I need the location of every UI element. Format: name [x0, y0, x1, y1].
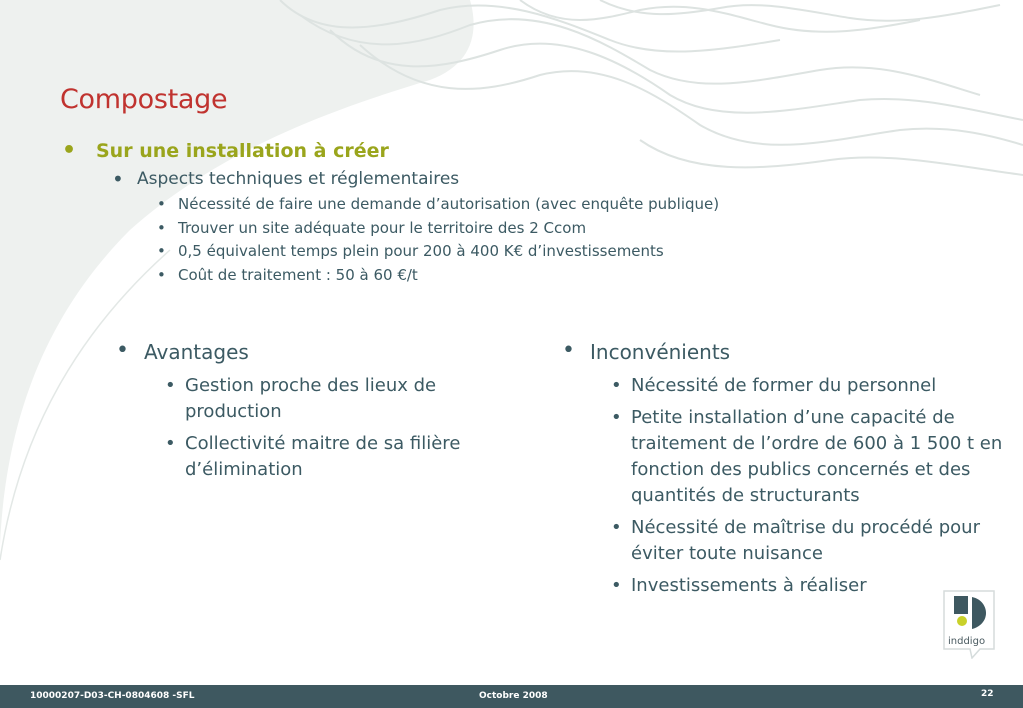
bullet-icon: •: [611, 575, 622, 596]
list-item: • Collectivité maitre de sa filière d’élimination: [165, 433, 461, 480]
bullet-icon: •: [611, 407, 622, 428]
logo-text: inddigo: [948, 636, 986, 647]
list-item: • Gestion proche des lieux de production: [165, 375, 437, 422]
bullet-icon: •: [165, 433, 176, 454]
avantages-list: [165, 373, 505, 489]
bullet-icon: •: [157, 195, 166, 213]
sub-bullet-text: Aspects techniques et réglementaires: [137, 169, 460, 189]
slide-title: Compostage: [60, 84, 228, 115]
slide-footer: [0, 685, 1023, 708]
footer-reference: 10000207-D03-CH-0804608 -SFL: [30, 691, 195, 701]
inddigo-logo-icon: [942, 589, 996, 659]
bullet-icon: •: [611, 375, 622, 396]
list-item: • Nécessité de former du personnel: [611, 373, 1016, 399]
bullet-icon: •: [62, 138, 77, 163]
bullet-icon: •: [611, 517, 622, 538]
page-number: 22: [981, 689, 994, 699]
bullet-icon: •: [157, 218, 166, 237]
bullet-icon: •: [157, 265, 166, 284]
bullet-icon: •: [157, 242, 166, 260]
list-item: • Investissements à réaliser: [611, 573, 1016, 599]
bullet-icon: •: [116, 338, 129, 363]
list-item: • Petite installation d’une capacité de traitement de l’ordre de 600 à 1 500 t en fonction des publics concernés et des quantités de structurants: [611, 407, 1003, 506]
bullet-icon: •: [562, 338, 575, 363]
footer-date: Octobre 2008: [479, 691, 548, 701]
list-item: • Nécessité de maîtrise du procédé pour éviter toute nuisance: [611, 517, 980, 564]
bullet-icon: •: [165, 375, 176, 396]
bullet-icon: •: [112, 167, 124, 191]
inconvenients-list: [611, 373, 1016, 605]
main-bullet-text: Sur une installation à créer: [96, 140, 389, 162]
